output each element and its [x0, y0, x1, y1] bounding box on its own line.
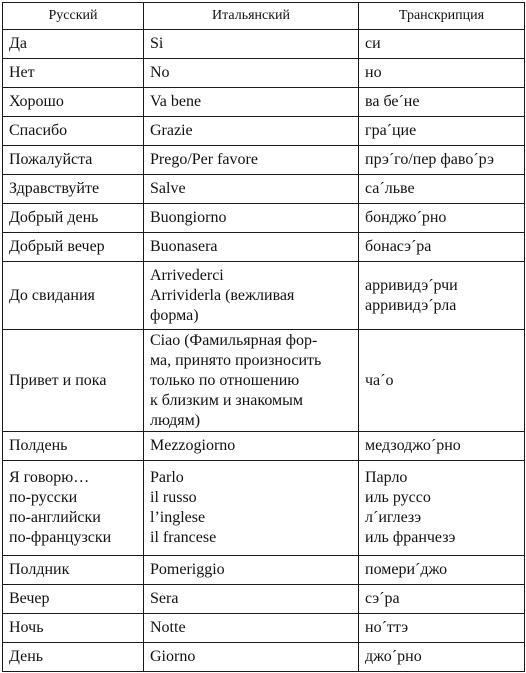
cell-russian: Вечер	[3, 585, 144, 614]
table-row	[3, 146, 525, 175]
table-row	[3, 643, 525, 672]
table-row	[3, 175, 525, 204]
table-row	[3, 330, 525, 432]
header-transcription: Транскрипция	[359, 3, 525, 30]
cell-russian: Хорошо	[3, 88, 144, 117]
table-body	[3, 30, 525, 672]
table-row	[3, 432, 525, 461]
cell-russian: Пожалуйста	[3, 146, 144, 175]
cell-italian: Va bene	[144, 88, 359, 117]
cell-transcription: медзоджо´рно	[359, 432, 525, 461]
cell-italian: Notte	[144, 614, 359, 643]
cell-transcription: но´ттэ	[359, 614, 525, 643]
cell-transcription: сэ´ра	[359, 585, 525, 614]
cell-russian: Полдень	[3, 432, 144, 461]
cell-transcription: арривидэ´рчи арривидэ´рла	[359, 262, 525, 330]
cell-russian: Здравствуйте	[3, 175, 144, 204]
cell-transcription: бонджо´рно	[359, 204, 525, 233]
cell-italian: Salve	[144, 175, 359, 204]
cell-italian: Mezzogiorno	[144, 432, 359, 461]
cell-italian: Pomeriggio	[144, 556, 359, 585]
cell-italian: Ciao (Фамильярная фор- ма, принято произносить только по отношению к близким и знакомым людям)	[144, 330, 359, 432]
cell-transcription: си	[359, 30, 525, 59]
cell-transcription: ча´о	[359, 330, 525, 432]
cell-transcription: бонасэ´ра	[359, 233, 525, 262]
cell-transcription: прэ´го/пер фаво´рэ	[359, 146, 525, 175]
cell-russian: Спасибо	[3, 117, 144, 146]
table-row	[3, 88, 525, 117]
table-row	[3, 461, 525, 556]
cell-italian: Buonasera	[144, 233, 359, 262]
cell-transcription: Парло иль руссо л´иглезэ иль франчезэ	[359, 461, 525, 556]
cell-transcription: гра´цие	[359, 117, 525, 146]
header-italian: Итальянский	[144, 3, 359, 30]
cell-russian: Добрый вечер	[3, 233, 144, 262]
table-row	[3, 262, 525, 330]
cell-transcription: но	[359, 59, 525, 88]
table-row	[3, 204, 525, 233]
cell-italian: Parlo il russo l’inglese il francese	[144, 461, 359, 556]
header-russian: Русский	[3, 3, 144, 30]
cell-russian: Да	[3, 30, 144, 59]
table-row	[3, 556, 525, 585]
cell-italian: Prego/Per favore	[144, 146, 359, 175]
header-row	[3, 3, 525, 30]
cell-russian: Ночь	[3, 614, 144, 643]
cell-russian: Полдник	[3, 556, 144, 585]
cell-italian: No	[144, 59, 359, 88]
cell-russian: Привет и пока	[3, 330, 144, 432]
cell-russian: День	[3, 643, 144, 672]
table-row	[3, 117, 525, 146]
table-row	[3, 59, 525, 88]
cell-italian: Sera	[144, 585, 359, 614]
cell-russian: До свидания	[3, 262, 144, 330]
table-row	[3, 30, 525, 59]
phrasebook-table	[2, 2, 525, 672]
cell-transcription: са´льве	[359, 175, 525, 204]
cell-italian: Buongiorno	[144, 204, 359, 233]
cell-russian: Добрый день	[3, 204, 144, 233]
cell-transcription: ва бе´не	[359, 88, 525, 117]
cell-italian: Giorno	[144, 643, 359, 672]
cell-italian: Si	[144, 30, 359, 59]
cell-russian: Я говорю… по-русски по-английски по-французски	[3, 461, 144, 556]
table-row	[3, 233, 525, 262]
table-row	[3, 614, 525, 643]
cell-russian: Нет	[3, 59, 144, 88]
cell-transcription: джо´рно	[359, 643, 525, 672]
cell-italian: Grazie	[144, 117, 359, 146]
table-row	[3, 585, 525, 614]
cell-transcription: помери´джо	[359, 556, 525, 585]
cell-italian: Arrivederci Arrividerla (вежливая форма)	[144, 262, 359, 330]
